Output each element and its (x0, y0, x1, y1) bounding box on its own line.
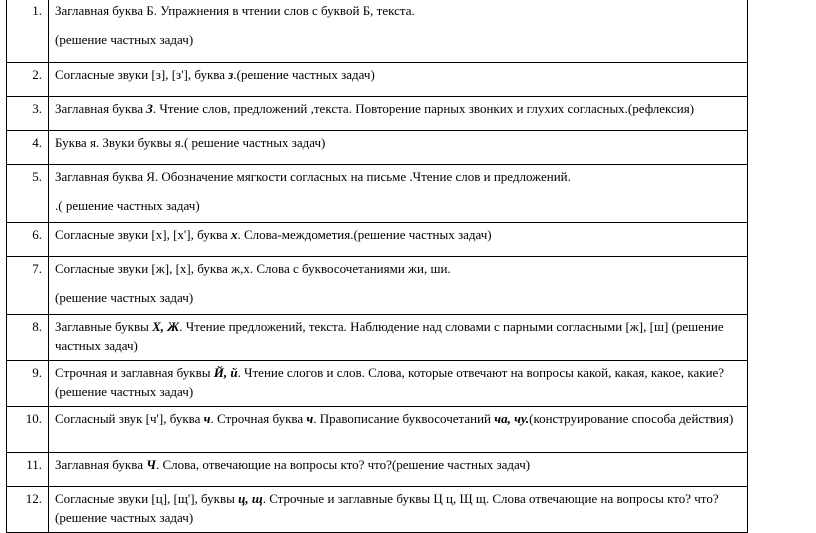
topic-text: .( решение частных задач) (55, 198, 200, 213)
highlighted-letter: Х, Ж (152, 319, 180, 334)
topic-text: . Строчная буква (210, 411, 307, 426)
row-number: 3. (7, 97, 49, 131)
topic-text: Строчная и заглавная буквы (55, 365, 214, 380)
topic-text: . Чтение слов, предложений ,текста. Повторение парных звонких и глухих согласных.(рефлексия) (152, 101, 695, 116)
lesson-topic (49, 453, 748, 487)
topic-text: (решение частных задач) (55, 290, 194, 305)
table-row (7, 407, 748, 453)
topic-text: Согласные звуки [ж], [х], буква ж,х. Слова с буквосочетаниями жи, ши. (55, 261, 451, 276)
table-row (7, 63, 748, 97)
row-number: 2. (7, 63, 49, 97)
row-number: 10. (7, 407, 49, 453)
topic-line (55, 363, 741, 401)
topic-text: .(решение частных задач) (233, 67, 375, 82)
lesson-topic (49, 0, 748, 63)
topic-text: Заглавные буквы (55, 319, 153, 334)
row-number: 12. (7, 487, 49, 533)
topic-line (55, 288, 741, 307)
topic-text: . Правописание буквосочетаний (313, 411, 495, 426)
highlighted-letter: ч (306, 411, 314, 426)
topic-text: Согласный звук [ч'], буква (55, 411, 204, 426)
table-row (7, 165, 748, 223)
row-number: 11. (7, 453, 49, 487)
highlighted-letter: З (146, 101, 153, 116)
topic-line (55, 317, 741, 355)
highlighted-letter: х (231, 227, 238, 242)
lesson-plan-table (6, 0, 748, 533)
topic-text: (решение частных задач) (55, 32, 194, 47)
topic-text: (конструирование способа действия) (529, 411, 734, 426)
row-number: 4. (7, 131, 49, 165)
table-row (7, 0, 748, 63)
highlighted-letter: Ч (146, 457, 156, 472)
topic-line (55, 1, 741, 20)
topic-text: Заглавная буква Я. Обозначение мягкости согласных на письме .Чтение слов и предложений. (55, 169, 571, 184)
topic-line (55, 65, 741, 84)
table-row (7, 453, 748, 487)
table-row (7, 361, 748, 407)
highlighted-letter: Й, й (213, 365, 238, 380)
topic-text: . Чтение предложений, текста. Наблюдение над словами с парными согласными [ж], [ш] (решение частных задач) (55, 319, 724, 353)
table-row (7, 223, 748, 257)
topic-text: Согласные звуки [х], [х'], буква (55, 227, 232, 242)
lesson-plan-body (7, 0, 748, 533)
highlighted-letter: ч (203, 411, 211, 426)
topic-text: Согласные звуки [ц], [щ'], буквы (55, 491, 239, 506)
row-number: 8. (7, 315, 49, 361)
lesson-topic (49, 165, 748, 223)
lesson-topic (49, 487, 748, 533)
row-number: 7. (7, 257, 49, 315)
lesson-topic (49, 361, 748, 407)
row-number: 1. (7, 0, 49, 63)
topic-text: . Слова-междометия.(решение частных задач) (237, 227, 492, 242)
topic-text: Заглавная буква (55, 457, 147, 472)
topic-line (55, 409, 741, 428)
highlighted-letter: з (228, 67, 234, 82)
topic-line (55, 133, 741, 152)
lesson-topic (49, 131, 748, 165)
topic-line (55, 30, 741, 49)
topic-text: . Строчные и заглавные буквы Ц ц, Щ щ. Слова отвечающие на вопросы кто? что? (решение частных задач) (55, 491, 719, 525)
topic-text: . Чтение слогов и слов. Слова, которые отвечают на вопросы какой, какая, какое, какие?(решение частных задач) (55, 365, 725, 399)
topic-line (55, 225, 741, 244)
row-number: 6. (7, 223, 49, 257)
lesson-topic (49, 407, 748, 453)
lesson-topic (49, 97, 748, 131)
topic-text: Заглавная буква (55, 101, 147, 116)
row-number: 9. (7, 361, 49, 407)
lesson-topic (49, 223, 748, 257)
highlighted-letter: ц, щ (238, 491, 263, 506)
topic-text: Согласные звуки [з], [з'], буква (55, 67, 229, 82)
topic-text: Буква я. Звуки буквы я.( решение частных задач) (55, 135, 326, 150)
table-row (7, 487, 748, 533)
table-row (7, 315, 748, 361)
highlighted-letter: ча, чу. (494, 411, 530, 426)
table-row (7, 97, 748, 131)
topic-line (55, 455, 741, 474)
topic-line (55, 99, 741, 118)
table-row (7, 257, 748, 315)
topic-line (55, 196, 741, 215)
lesson-topic (49, 257, 748, 315)
row-number: 5. (7, 165, 49, 223)
lesson-topic (49, 63, 748, 97)
topic-line (55, 489, 741, 527)
table-row (7, 131, 748, 165)
topic-line (55, 167, 741, 186)
topic-text: Заглавная буква Б. Упражнения в чтении слов с буквой Б, текста. (55, 3, 415, 18)
topic-line (55, 259, 741, 278)
lesson-topic (49, 315, 748, 361)
topic-text: . Слова, отвечающие на вопросы кто? что?(решение частных задач) (155, 457, 531, 472)
